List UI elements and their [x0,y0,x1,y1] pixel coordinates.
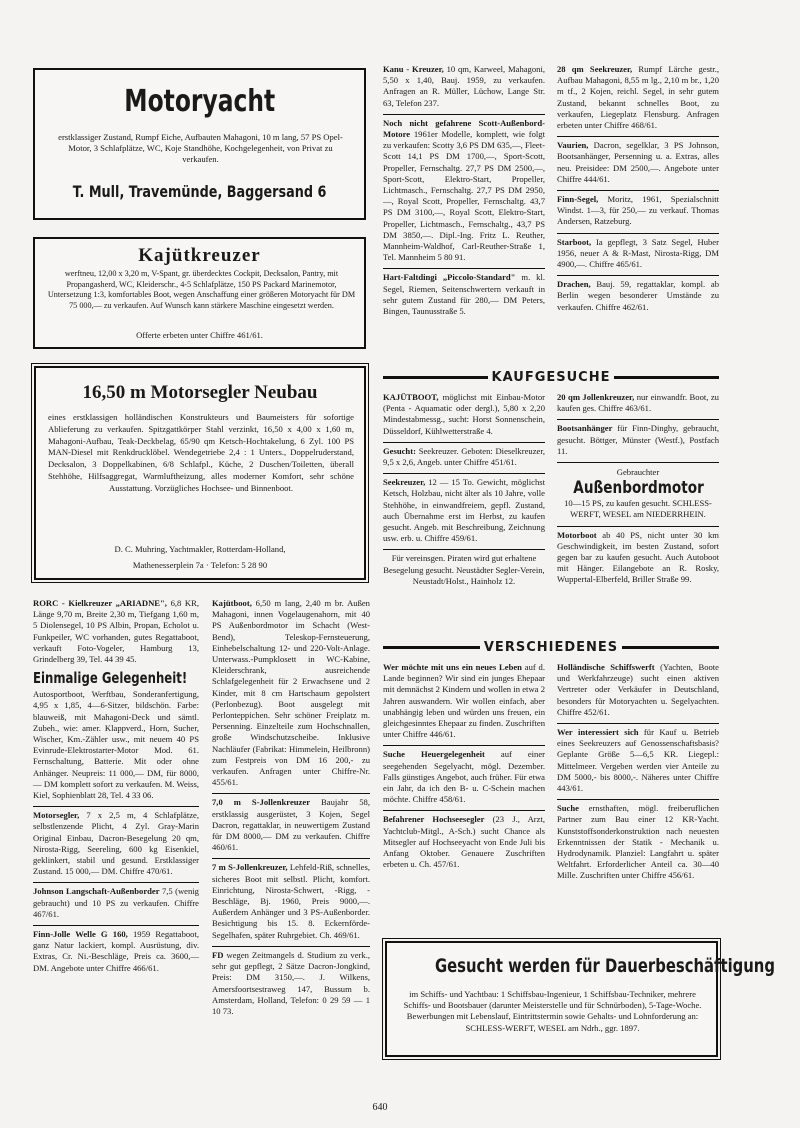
classified-ad: 20 qm Jollenkreuzer, nur einwandfr. Boot, zu kaufen ges. Chiffre 463/61. [557,392,719,414]
classified-ad: Starboot, Ia gepflegt, 3 Satz Segel, Huber 1956, neuer A & R-Mast, Nirosta-Rigg, DM 4900,—. Chiffre 465/61. [557,236,719,270]
ad-motoryacht-title: Motoryacht [124,84,275,119]
classified-ad: Kanu - Kreuzer, 10 qm, Karweel, Mahagoni, 5,50 x 1,40, Bauj. 1959, zu verkaufen. Anfragen an R. Müller, Lüchow, Lange Str. 63, Telefon 237. [383,64,545,108]
classified-ad: Suche ernsthaften, mögl. freiberuflichen Partner zum Bau einer 12 KR-Yacht. Kunststoffsonderkonstruktion nach neuesten Erkenntnissen der Statik - Mechanik u. Hydrodynamik. Planziel: Langfahrt u. später Weltfahrt. Erforderlicher Anteil ca. 30—40 Mille. Zuschriften unter Chiffre 456/61. [557,803,719,881]
classified-ad-headline: Einmalige Gelegenheit! [33,669,188,688]
classified-ad: Motorsegler, 7 x 2,5 m, 4 Schlafplätze, selbstlenzende Plicht, 4 Zyl. Gray-Marin Original Einbau, Dacron-Besegelung 20 qm, Nirosta-Rigg, Seereling, 600 kg Eisenkiel, geklinkert, stabil und gesund. Erstklassiger Zustand. 15 000,— DM. Chiffre 470/61. [33,810,200,877]
classified-ad: RORC - Kielkreuzer „ARIADNE", 6,8 KR, Länge 9,70 m, Breite 2,30 m, Tiefgang 1,60 m, 5 Diolensegel, 10 PS Albin, Propan, Echolot u. Funkpeiler, WC vorhanden, gutes Regattaboot, verkauft Foto-Vogeler, Hamburg 13, Grindelberg 39, Tel. 44 39 45. [33,598,200,665]
classified-ad: Drachen, Bauj. 59, regattaklar, kompl. ab Berlin wegen besonderer Umstände zu verkaufen. Chiffre 462/61. [557,279,720,312]
ad-kajuetkreuzer-title: Kajütkreuzer [138,245,261,266]
classified-ad: Bootsanhänger für Finn-Dinghy, gebraucht, gesucht. Böttger, Münster (Westf.), Postfach 11. [557,423,719,456]
ad-motorsegler-neubau [35,367,365,579]
verschiedenes-left [383,662,545,870]
ad-job-title: Gesucht werden für Dauerbeschäftigung [434,955,775,977]
classified-ad: Wer interessiert sich für Kauf u. Betrieb eines Seekreuzers auf Genossenschaftsbasis? Geplante Größe 5—6,5 KR. Liegepl.: Mittelmeer. Vergeben werden vier Anteile zu DM 5000,- bis 8000,-. Näheres unter Chiffre 443/61. [557,727,719,794]
column-b [212,598,370,1017]
verschiedenes-right [557,662,719,882]
classified-ad-pre: Gebrauchter [616,467,660,478]
classified-ad: Holländische Schiffswerft (Yachten, Boote und Werkfahrzeuge) sucht einen aktiven Vertreter oder Verkäufer in Deutschland, besonders für Motoryachten u. Segelyachten. Chiffre 452/61. [557,662,719,717]
classified-ad: Gesucht: Seekreuzer. Geboten: Dieselkreuzer, 9,5 x 2,6, Angeb. unter Chiffre 451/61. [383,445,545,468]
classified-ad: Autosportboot, Werftbau, Sonderanfertigung, 4,95 x 1,85, 4—6-Sitzer, bildschön. Farbe: blauweiß, mit Mahagoni-Deck und sämtl. Zubeh., wie: amer. Klappverd., Horn, Sucher, Wischer, Km.-Zähler usw., mit neuem 40 PS Evinrude-Elektrostarter-Motor Mod. 61. Fernschaltung, Batterie. Mit oder ohne Anhänger. Neupreis: 11 000,— DM, für 8000,— DM komplett sofort zu verkaufen. M. Weiss, Kiel, Sophienblatt 28, Tel. 4 33 06. [33,689,199,801]
ad-motoryacht-contact: T. Mull, Travemünde, Baggersand 6 [72,182,327,201]
ad-motorsegler-contact1: D. C. Muhring, Yachtmakler, Rotterdam-Holland, [114,544,286,554]
column-d [557,64,719,313]
ad-motoryacht-body: erstklassiger Zustand, Rumpf Eiche, Aufbauten Mahagoni, 10 m lang, 57 PS Opel-Motor, 3 Schlafplätze, WC, Koje Standhöhe, Kochgelegenheit, von Privat zu verkaufen. [58,132,343,165]
classified-ad: Kajütboot, 6,50 m lang, 2,40 m br. Außen Mahagoni, innen Vogelaugenahorn, mit 40 PS Außenbordmotor im Schacht (West-Bend), Teleskop-Fernsteuerung, Einhebelschaltung 12- und 220-Volt-Anlage. Unterwass.-Pumpklosett in WC-Kabine, Kleiderschrank, ausreichende Schlafgelegenheit für 2 Erwachsene und 2 Kinder, mit 8 cm Hartschaum gepolstert (Perlonbezug). Boot ausgelegt mit Perlonteppichen. Sehr schöner Freiplatz m. Persenning. Einzelteile zum Hochschnallen, große Windschutzscheibe. Inklusive Nachläufer (Fabrikat: Himmelein, Heilbronn) zum Festpreis von DM 16 200,- zu verkaufen. Anfragen unter Chiffre-Nr. 455/61. [212,598,370,788]
section-heading-kaufgesuche: KAUFGESUCHE [383,370,719,385]
ad-motoryacht [33,68,366,220]
classified-ad: Wer möchte mit uns ein neues Leben auf d. Lande beginnen? Wir sind ein junges Ehepaar mit demnächst 2 Kindern und wollen in etwa 2 Jahren auswandern. Wir wollen einfach, aber unabhängig leben und würden uns freuen, ein gleichgesinntes Ehepaar zu finden. Zuschriften unter Chiffre 446/61. [383,662,545,740]
classified-ad: 7 m S-Jollenkreuzer, Lehfeld-Riß, schnelles, sicheres Boot mit selbstl. Plicht, komfort. Einrichtung, Nirosta-Schwert, -Rigg, -Beschläge, Bj. 1960, Preis 9000,—. Außerdem Anhänger und 3 PS-Außenborder. Besichtigung bis 15. 8. Eckernförde-Segelhafen, später Ruhrgebiet. Ch. 469/61. [212,862,370,940]
classified-ad: Johnson Langschaft-Außenborder 7,5 (wenig gebraucht) und 10 PS zu verkaufen. Chiffre 467/61. [33,886,199,919]
classified-ad: Suche Heuergelegenheit auf einer seegehenden Segelyacht, mögl. Dezember. Falls günstiges Angebot, auch früher. Für etwa ein Jahr, da ich den B- u. C-Schein machen möchte. Chiffre 458/61. [383,749,546,805]
classified-ad: Für vereinsgen. Piraten wird gut erhaltene Besegelung gesucht. Neustädter Segler-Verein, Neustadt/Holst., Hainholz 12. [383,553,545,586]
classified-ad: Noch nicht gefahrene Scott-Außenbord-Motore 1961er Modelle, komplett, wie folgt zu verkaufen: Scotty 3,6 PS DM 635,—, Fleet-Scott 14,1 PS DM 1700,—, Sport-Scott, Propeller, Fernschaltg. 27,7 PS DM 2500,—, Sport-Scott, Elektro-Start, Propeller, Lichtmasch., Fernschaltg. 27,7 PS DM 2950,—, Royal Scott, Propeller, Fernschaltg. 43,7 PS DM 3100,—, Royal Scott, Elektro-Start, Propeller, Lichtmasch., Fernschaltg., 43,7 PS DM 3850,—. Dipl.-Ing. Fritz L. Reuther, Mannheim-Waldhof, Carl-Reuther-Straße 1, Tel. Mannheim 5 80 91. [383,117,545,263]
column-c [383,64,545,317]
section-heading-verschiedenes: VERSCHIEDENES [383,640,719,655]
ad-motorsegler-body: eines erstklassigen holländischen Konstrukteurs und Baumeisters für sofortige Ablieferung zu verkaufen. Spitzgattkörper Stahl verzinkt, 16,50 x 4,00 x 1,60 m, Mahagoni-Aufbau, Teak-Deckbelag, 65/90 qm Ketsch-Hochtakelung, 6 Zyl. 100 PS MAN-Diesel mit Renkdrucklöbel. Wendegetriebe 2,4 : 1 Unters., Doppelruderstand, Decksalon, 3 Doppelkabinen, 6/8 Schlafpl., Küche, 2 Duschen/Toiletten, überall Stehhöhe, Hilfsaggregat, Warmluftheizung, alles moderner Komfort, sehr schöne Ausstattung. Vorzügliches Hochsee- und Binnenboot. [48,412,354,493]
classified-ad: Hart-Faltdingi „Piccolo-Standard" m. kl. Segel, Riemen, Seitenschwertern verkauft in sehr gutem Zustand für 280,— DM Peters, Bingen, Taunusstraße 5. [383,272,545,317]
ad-kajuetkreuzer-body: werftneu, 12,00 x 3,20 m, V-Spant, gr. überdecktes Cockpit, Decksalon, Pantry, mit Propangasherd, WC, Kleiderschr., 4-5 Schlafplätze, 150 PS Packard Marinemotor, Untersetzung 1:3, komfortables Boot, wegen Anschaffung einer größeren Motoryacht für DM 75 000,— zu verkaufen. Auf Wunsch kann stärkere Maschine eingesetzt werden. [47,269,356,310]
kaufgesuche-left [383,392,545,587]
ad-kajuetkreuzer [33,237,366,349]
ad-kajuetkreuzer-offer: Offerte erbeten unter Chiffre 461/61. [136,330,263,340]
classified-ad: KAJÜTBOOT, möglichst mit Einbau-Motor (Penta - Aquamatic oder dergl.), 5,80 x 2,20 Mindestabmessg., sucht: Horst Sonnenschein, Düsseldorf, Kühlwetterstraße 4. [383,392,546,436]
classified-ad: Finn-Jolle Welle G 160, 1959 Regattaboot, ganz Natur lackiert, kompl. Ausrüstung, div. Extras, Cr. Ni.-Beschläge, Preis ca. 3600,— DM. Angebote unter Chiffre 466/61. [33,929,200,973]
page-number: 640 [372,1102,388,1113]
ad-job-body: im Schiffs- und Yachtbau: 1 Schiffsbau-Ingenieur, 1 Schiffsbau-Techniker, mehrere Schiffs- und Bootsbauer (darunter Meisterstelle und für Schnürboden), 5-Tage-Woche. Bewerbungen mit Lebenslauf, Eintrittstermin sowie Gehalts- und Lohnforderung an: SCHLESS-WERFT, WESEL am Ndrh., ggr. 1897. [403,989,702,1033]
classified-ad: Vaurien, Dacron, segelklar, 3 PS Johnson, Bootsanhänger, Persenning u. a. Extras, alles neu. Preisidee: DM 2500,—. Angebote unter Chiffre 444/61. [557,140,719,184]
classified-ad: 28 qm Seekreuzer, Rumpf Lärche gestr., Aufbau Mahagoni, 8,55 m lg., 2,10 m br., 1,20 m tf., 2 Kojen, reichl. Segel, in sehr gutem Zustand, bekannt schnelles Boot, zu verkaufen, Liegeplatz Flensburg. Anfragen erbeten unter Chiffre 468/61. [557,64,719,131]
ad-job-schless-werft [386,942,775,1056]
ad-motorsegler-title: 16,50 m Motorsegler Neubau [82,382,318,403]
ad-motorsegler-contact2: Mathenesserplein 7a · Telefon: 5 28 90 [132,560,268,570]
classified-ad: Seekreuzer, 12 — 15 To. Gewicht, möglichst Ketsch, Holzbau, nicht älter als 10 Jahre, volle Stehhöhe, in einwandfreiem, gepfl. Zustand, auch Übernahme erst im Herbst, zu kaufen gesucht. Angeb. mit Beschreibung, Zeichnung usw. erb. u. Chiffre 459/61. [383,477,545,544]
classified-ad: 7,0 m S-Jollenkreuzer Baujahr 58, erstklassig ausgerüstet, 3 Kojen, Segel Dacron, regattaklar, in neuwertigem Zustand für DM 8000,— DM zu verkaufen. Chiffre 460/61. [212,797,370,853]
classified-ad: 10—15 PS, zu kaufen gesucht. SCHLESS-WERFT, WESEL am NIEDERRHEIN. [564,498,712,520]
kaufgesuche-right [557,392,719,586]
classified-ad-headline: Außenbordmotor [573,478,704,499]
classified-ad: Befahrener Hochseesegler (23 J., Arzt, Yachtclub-Mitgl., A-Sch.) sucht Chance als Mitsegler auf Hochseeyacht von Ende Juli bis Anfang Oktober. Genauere Zuschriften erbeten u. Ch. 457/61. [383,814,545,870]
classified-ad: FD wegen Zeitmangels d. Studium zu verk., sehr gut gepflegt, 2 Sätze Dacron-Jongkind, Preis: DM 3150,—. J. Wilkens, Amersfoortsestraweg 147, Bussum b. Amsterdam, Holland, Telefon: 0 29 59 — 1 10 73. [212,949,370,1016]
classified-ad: Motorboot ab 40 PS, nicht unter 30 km Geschwindigkeit, im besten Zustand, sofort gegen bar zu kaufen gesucht. Auch Autoboot mit Hänger. Eilangebote an R. Rosky, Wuppertal-Elberfeld, Briller Straße 99. [557,529,719,585]
column-a [33,598,199,974]
classified-ad: Finn-Segel, Moritz, 1961, Spezialschnitt Windst. 1—3, für 250,— zu verkauf. Thomas Andersen, Ratzeburg. [557,194,719,227]
